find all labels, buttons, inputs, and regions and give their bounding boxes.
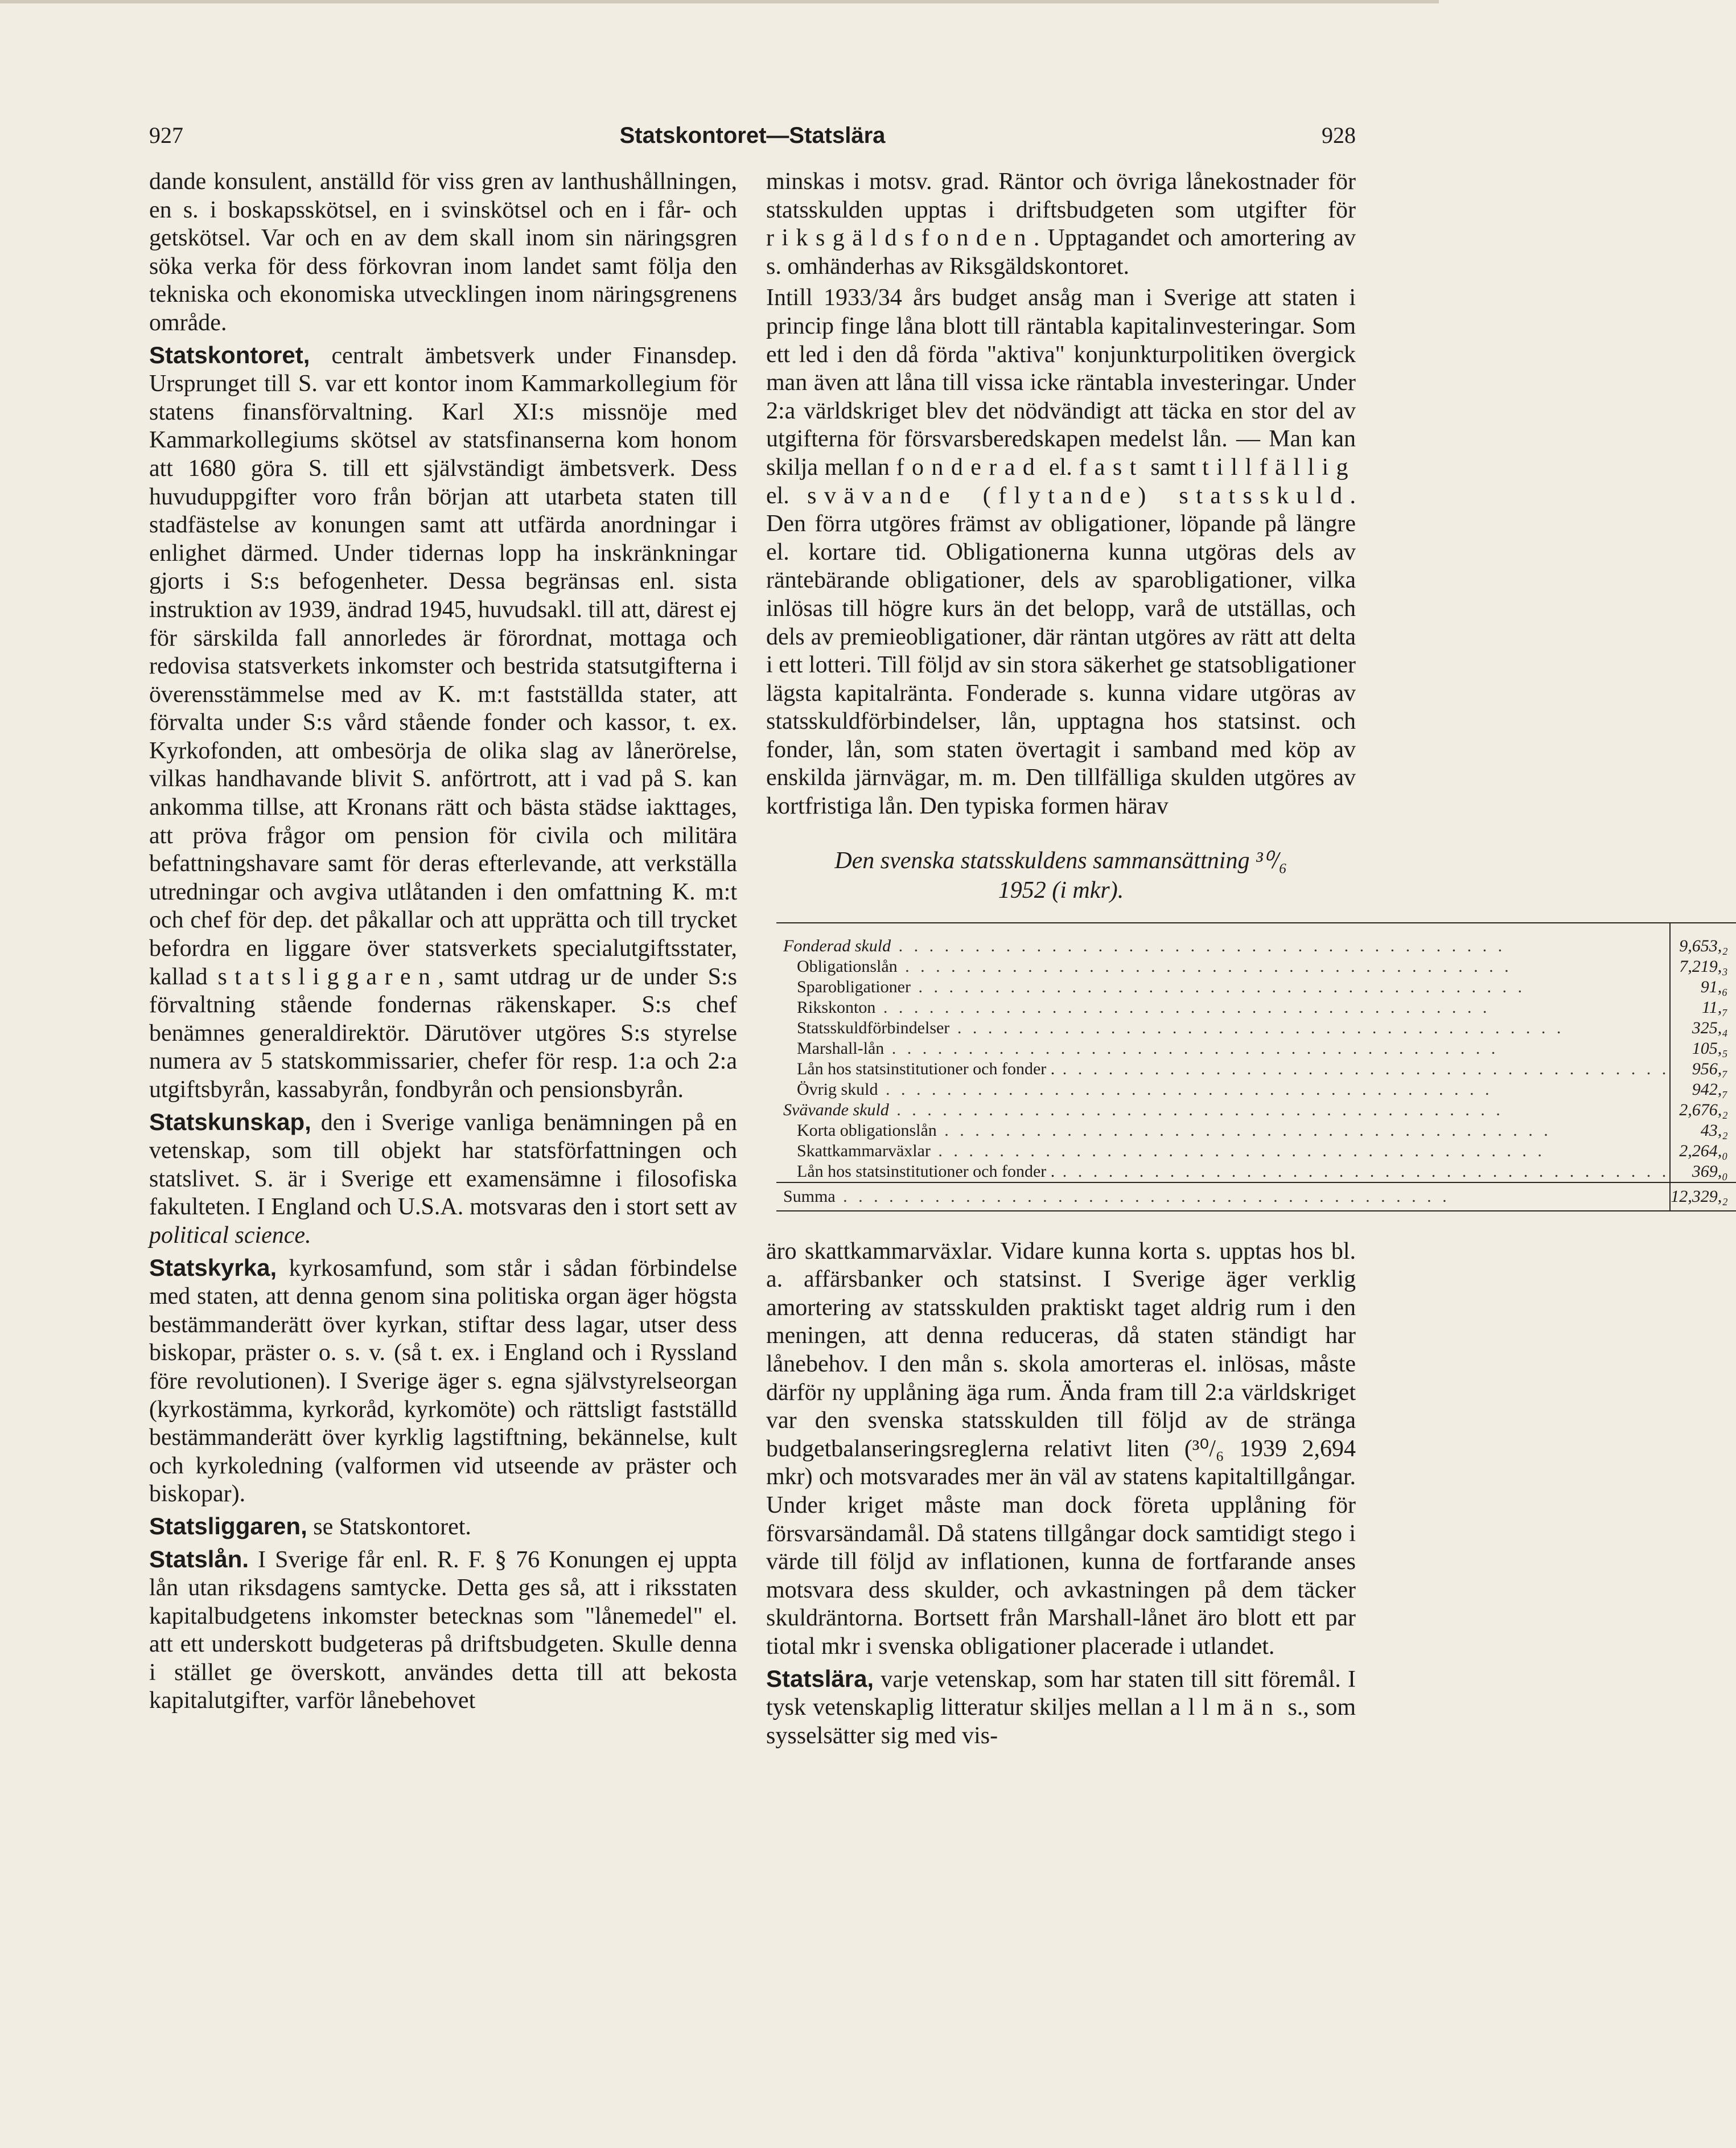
- table-row: [776, 923, 1736, 956]
- headword: Statskontoret,: [149, 341, 310, 368]
- headword: Statslära,: [766, 1665, 874, 1692]
- right-column: [766, 168, 1728, 1750]
- table-sum-row: [776, 1182, 1736, 1211]
- row-label: Rikskonton . . . . . . . . . . . . . . . . . . . . . . . . . . . . . . . . . . . . . . . .: [797, 997, 1491, 1017]
- entry-statsliggaren: Statsliggaren, se Statskontoret.: [149, 1512, 471, 1540]
- table-row: [776, 1059, 1736, 1079]
- table-row: [776, 1100, 1736, 1120]
- row-value: 2,264,₀: [1670, 1141, 1735, 1161]
- row-label: Svävande skuld . . . . . . . . . . . . . . . . . . . . . . . . . . . . . . . . . . . . . . . .: [783, 1100, 1504, 1119]
- row-label: Obligationslån . . . . . . . . . . . . . . . . . . . . . . . . . . . . . . . . . . . . . . . .: [797, 956, 1512, 976]
- debt-table: [776, 922, 1736, 1211]
- left-column: [149, 168, 737, 1715]
- table-row: [776, 1120, 1736, 1141]
- spaced-term: riksgäldsfonden: [766, 225, 1034, 252]
- entry-statskontoret: Statskontoret, centralt ämbetsverk under Finansdep. Ursprunget till S. var ett kontor inom Kammarkollegium för statens finansförvaltning. Karl XI:s missnöje med Kammarkollegiums skötsel av statsfinanserna kom honom att 1680 göra S. till ett självständigt ämbetsverk. Dess huvuduppgifter voro från början att utarbeta staten till stadfästelse av konungen samt att utfärda anordningar i enlighet därmed. Under tidernas lopp ha inskränkningar gjorts i S:s befogenheter. Dessa begränsas enl. sista instruktion av 1939, ändrad 1945, huvudsakl. till att, därest ej för särskilda fall annorledes är förordnat, mottaga och redovisa statsverkets inkomster och bestrida statsutgifterna i överensstämmelse med av K. m:t fastställda stater, att förvalta under S:s vård stående fonder och kassor, t. ex. Kyrkofonden, att ombesörja de olika slag av lånerörelse, vilkas handhavande blivit S. anförtrott, att i vad på S. kan ankomma tillse, att Kronans rätt och bästa städse iakttages, att pröva frågor om pension för civila och militära befattningshavare samt för deras efterlevande, att verkställa utredningar och avgiva utlåtanden i den omfattning K. m:t och chef för dep. det påkallar och att upprätta och till trycket befordra en liggare över statsverkets specialutgiftsstater, kallad statsliggaren, samt utdrag ur de under S:s förvaltning stående fondernas räkenskaper. S:s chef benämnes generaldirektör. Därutöver utgöres S:s styrelse numera av 5 statskommissarier, chefer för resp. 1:a och 2:a utgiftsbyrån, kassabyrån, fondbyrån och pensionsbyrån.: [149, 341, 738, 1103]
- paragraph-continuation: dande konsulent, anställd för viss gren av lanthushållningen, en s. i boskapsskötsel, en i svinskötsel och en i får- och getskötsel. Var och en av dem skall inom sin näringsgren söka verka för dess förkovran inom landet samt följa den tekniska och ekonomiska utvecklingen inom näringsgrenens område.: [149, 169, 737, 336]
- headword: Statskyrka,: [149, 1254, 277, 1281]
- table-row: [776, 956, 1736, 977]
- row-label: Statsskuldförbindelser . . . . . . . . . . . . . . . . . . . . . . . . . . . . . . . . . . . . . . . .: [797, 1018, 1565, 1037]
- top-edge-rule: [0, 0, 1439, 3]
- running-title: Statskontoret—Statslära: [619, 123, 886, 148]
- table-row: [776, 977, 1736, 997]
- paragraph-statslan-history: Intill 1933/34 års budget ansåg man i Sverige att staten i princip finge låna blott till räntabla kapitalinvesteringar. Som ett led i den då förda "aktiva" konjunkturpolitiken övergick man även att låna till vissa icke räntabla investeringar. Under 2:a världskriget blev det nödvändigt att täcka en stor del av utgifterna för försvarsberedskapen medelst lån. — Man kan skilja mellan fonderad el. fast samt tillfällig el. svävande (flytande) statsskuld. Den förra utgöres främst av obligationer, löpande på längre el. kortare tid. Obligationerna kunna utgöras dels av räntebärande obligationer, dels av sparobligationer, vilka inlösas till högre kurs än det belopp, varå de utställas, och dels av premieobligationer, där räntan utgöres av rätt att delta i ett lotteri. Till följd av sin stora säkerhet ge statsobligationer lägsta kapitalränta. Fonderade s. kunna vidare utgöras av statsskuldförbindelser, lån, upptagna hos statsinst. och fonder, lån, som staten övertagit i samband med köp av enskilda järnvägar, m. m. Den tillfälliga skulden utgöres av kortfristiga lån. Den typiska formen härav: [766, 285, 1356, 820]
- row-label: Fonderad skuld . . . . . . . . . . . . . . . . . . . . . . . . . . . . . . . . . . . . . . . .: [783, 936, 1506, 955]
- italic-term: political science.: [149, 1222, 311, 1248]
- row-value: 942,₇: [1670, 1079, 1735, 1100]
- entry-statslara: Statslära, varje vetenskap, som har staten till sitt föremål. I tysk vetenskaplig litteratur skiljes mellan allmän s., som sysselsätter sig med vis-: [766, 1665, 1356, 1749]
- table-row: [776, 1038, 1736, 1059]
- row-label: Skattkammarväxlar . . . . . . . . . . . . . . . . . . . . . . . . . . . . . . . . . . . . . . . .: [797, 1141, 1545, 1160]
- row-value: 2,676,₂: [1670, 1100, 1735, 1120]
- spaced-term: svävande (flytande) statsskuld: [807, 482, 1350, 509]
- debt-table-body: [776, 923, 1736, 1211]
- row-value: 11,₇: [1670, 997, 1735, 1018]
- row-label: Övrig skuld . . . . . . . . . . . . . . . . . . . . . . . . . . . . . . . . . . . . . . . .: [797, 1079, 1493, 1099]
- row-value: 105,₅: [1670, 1038, 1735, 1059]
- page-number-right: 928: [1322, 122, 1356, 148]
- spaced-term: fonderad: [896, 454, 1043, 480]
- row-value: 7,219,₃: [1670, 956, 1735, 977]
- row-label: Lån hos statsinstitutioner och fonder . . . . . . . . . . . . . . . . . . . . . . . . . . . . . . . . . . . . . . . . .: [797, 1059, 1670, 1078]
- headword: Statsliggaren,: [149, 1512, 307, 1539]
- spaced-term: fast: [1079, 454, 1144, 480]
- headword: Statslån.: [149, 1545, 249, 1572]
- row-label: Lån hos statsinstitutioner och fonder . . . . . . . . . . . . . . . . . . . . . . . . . . . . . . . . . . . . . . . . .: [797, 1161, 1670, 1181]
- spaced-term: allmän: [1170, 1694, 1281, 1721]
- table-row: [776, 1161, 1736, 1182]
- paragraph-continuation-after-table: äro skattkammarväxlar. Vidare kunna korta s. upptas hos bl. a. affärsbanker och statsinst. I Sverige äger verklig amortering av statsskulden praktiskt taget aldrig rum i den meningen, att denna reduceras, då staten ständigt har lånebehov. I den mån s. skola amorteras el. inlösas, måste därför ny upplåning äga rum. Ända fram till 2:a världskriget var den svenska statsskulden till följd av de stränga budgetbalanseringsreglerna relativt liten (³⁰/₆ 1939 2,694 mkr) och motsvarades mer än väl av statens kapitaltillgångar. Under kriget måste man dock företa upplåning för försvarsändamål. Då statens tillgångar dock samtidigt stego i värde till följd av inflationen, kunna de fortfarande anses motsvara dess skulder, och avkastningen på dem täcker skuldräntorna. Bortsett från Marshall-lånet äro blott ett par tiotal mkr i svenska obligationer placerade i utlandet.: [766, 1238, 1356, 1660]
- paragraph-continuation: minskas i motsv. grad. Räntor och övriga lånekostnader för statsskulden upptas i driftsbudgeten som utgifter för riksgäldsfonden. Upptagandet och amortering av s. omhänderhas av Riksgäldskontoret.: [766, 169, 1356, 280]
- table-caption: Den svenska statsskuldens sammansättning ³⁰/₆ 1952 (i mkr).: [834, 847, 1287, 903]
- row-value: 91,₆: [1670, 977, 1735, 997]
- row-value: 43,₂: [1670, 1120, 1735, 1141]
- sum-label: Summa . . . . . . . . . . . . . . . . . . . . . . . . . . . . . . . . . . . . . . . .: [776, 1182, 1670, 1211]
- entry-statskyrka: Statskyrka, kyrkosamfund, som står i sådan förbindelse med staten, att denna genom sina politiska organ äger högsta bestämmanderätt över kyrkan, stiftar dess lagar, utser dess biskopar, präster o. s. v. (så t. ex. i England och i Ryssland före revolutionen). I Sverige äger s. egna självstyrelseorgan (kyrkostämma, kyrkoråd, kyrkomöte) och rättsligt fastställd bestämmanderätt över kyrklig lagstiftning, bekännelse, kult och kyrkoledning (valformen vid utseende av präster och biskopar).: [149, 1254, 737, 1508]
- entry-statslan: Statslån. I Sverige får enl. R. F. § 76 Konungen ej uppta lån utan riksdagens samtycke. Detta ges så, att i riksstaten kapitalbudgetens inkomster betecknas som "lånemedel" el. att ett underskott budgeteras på driftsbudgeten. Skulle denna i stället ge överskott, användes detta till att bekosta kapitalutgifter, varför lånebehovet: [149, 1545, 737, 1714]
- entry-statskunskap: Statskunskap, den i Sverige vanliga benämningen på en vetenskap, som till objekt har statsförfattningen och statslivet. S. är i Sverige ett examensämne i filosofiska fakulteten. I England och U.S.A. motsvaras den i stort sett av political science.: [149, 1108, 737, 1248]
- spaced-term: tillfällig: [1202, 454, 1356, 480]
- row-value: 9,653,₂: [1670, 923, 1735, 956]
- row-value: 325,₄: [1670, 1018, 1735, 1038]
- row-label: Marshall-lån . . . . . . . . . . . . . . . . . . . . . . . . . . . . . . . . . . . . . . . .: [797, 1038, 1499, 1058]
- page-number-left: 927: [149, 122, 183, 148]
- table-row: [776, 1141, 1736, 1161]
- table-row: [776, 1079, 1736, 1100]
- row-label: Sparobligationer . . . . . . . . . . . . . . . . . . . . . . . . . . . . . . . . . . . . . . . .: [797, 977, 1525, 996]
- running-header: [149, 118, 1356, 153]
- table-row: [776, 1018, 1736, 1038]
- spaced-term: statsliggaren: [217, 963, 438, 990]
- table-row: [776, 997, 1736, 1018]
- row-value: 956,₇: [1670, 1059, 1735, 1079]
- row-value: 369,₀: [1670, 1161, 1735, 1182]
- row-label: Korta obligationslån . . . . . . . . . . . . . . . . . . . . . . . . . . . . . . . . . . . . . . . .: [797, 1120, 1552, 1140]
- sum-value: 12,329,₂: [1670, 1182, 1735, 1211]
- headword: Statskunskap,: [149, 1108, 311, 1135]
